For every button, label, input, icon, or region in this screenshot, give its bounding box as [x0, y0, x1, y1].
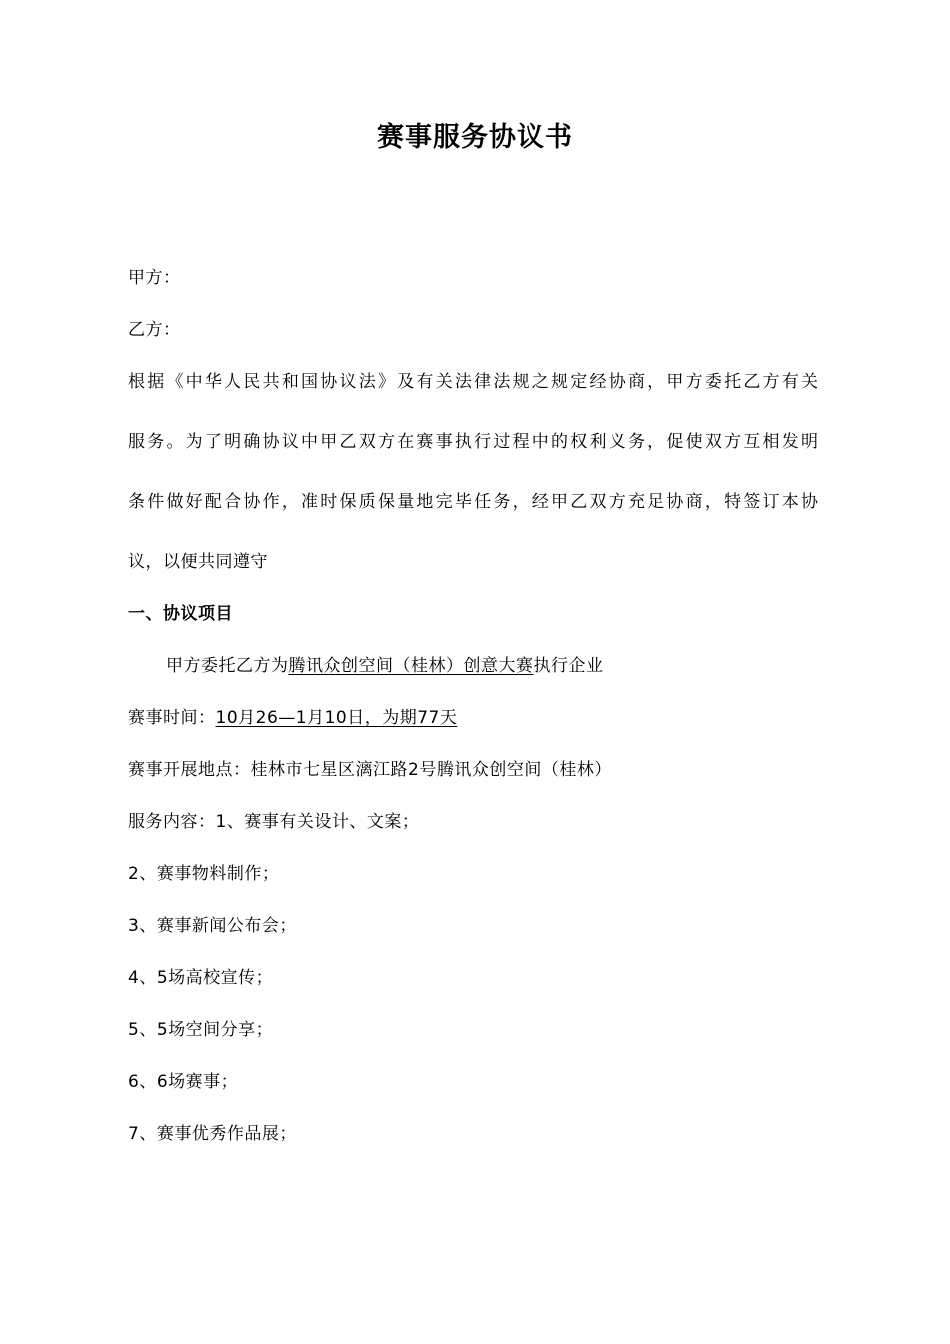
- preamble-line-2: 服务。为了明确协议中甲乙双方在赛事执行过程中的权利义务，促使双方互相发明: [128, 432, 818, 452]
- service-item: 3、赛事新闻公布会；: [128, 916, 297, 936]
- service-item: 5、5场空间分享；: [128, 1020, 274, 1040]
- service-item: 服务内容：1、赛事有关设计、文案；: [128, 812, 420, 832]
- preamble-line-3: 条件做好配合协作，准时保质保量地完毕任务，经甲乙双方充足协商，特签订本协: [128, 492, 818, 512]
- party-b-label: 乙方：: [128, 320, 181, 340]
- event-name: 腾讯众创空间（桂林）创意大赛: [288, 656, 534, 676]
- event-time: [128, 706, 457, 730]
- service-item: 4、5场高校宣传；: [128, 968, 274, 988]
- preamble-line-1: 根据《中华人民共和国协议法》及有关法律法规之规定经协商，甲方委托乙方有关: [128, 372, 818, 392]
- service-item: 6、6场赛事；: [128, 1072, 239, 1092]
- document-title: 赛事服务协议书: [377, 122, 573, 153]
- preamble-line-4: 议，以便共同遵守: [128, 552, 268, 572]
- entrust-paragraph: [166, 654, 604, 678]
- service-item: 7、赛事优秀作品展；: [128, 1124, 297, 1144]
- event-time-value: 10月26—1月10日，为期77天: [215, 708, 458, 728]
- section-1-heading: 一、协议项目: [128, 604, 233, 624]
- entrust-prefix: 甲方委托乙方为: [166, 656, 289, 676]
- party-a-label: 甲方：: [128, 268, 181, 288]
- service-item: 2、赛事物料制作；: [128, 864, 280, 884]
- event-location: 赛事开展地点：桂林市七星区漓江路2号腾讯众创空间（桂林）: [128, 760, 612, 780]
- event-time-label: 赛事时间：: [128, 708, 216, 728]
- entrust-suffix: 执行企业: [533, 656, 604, 676]
